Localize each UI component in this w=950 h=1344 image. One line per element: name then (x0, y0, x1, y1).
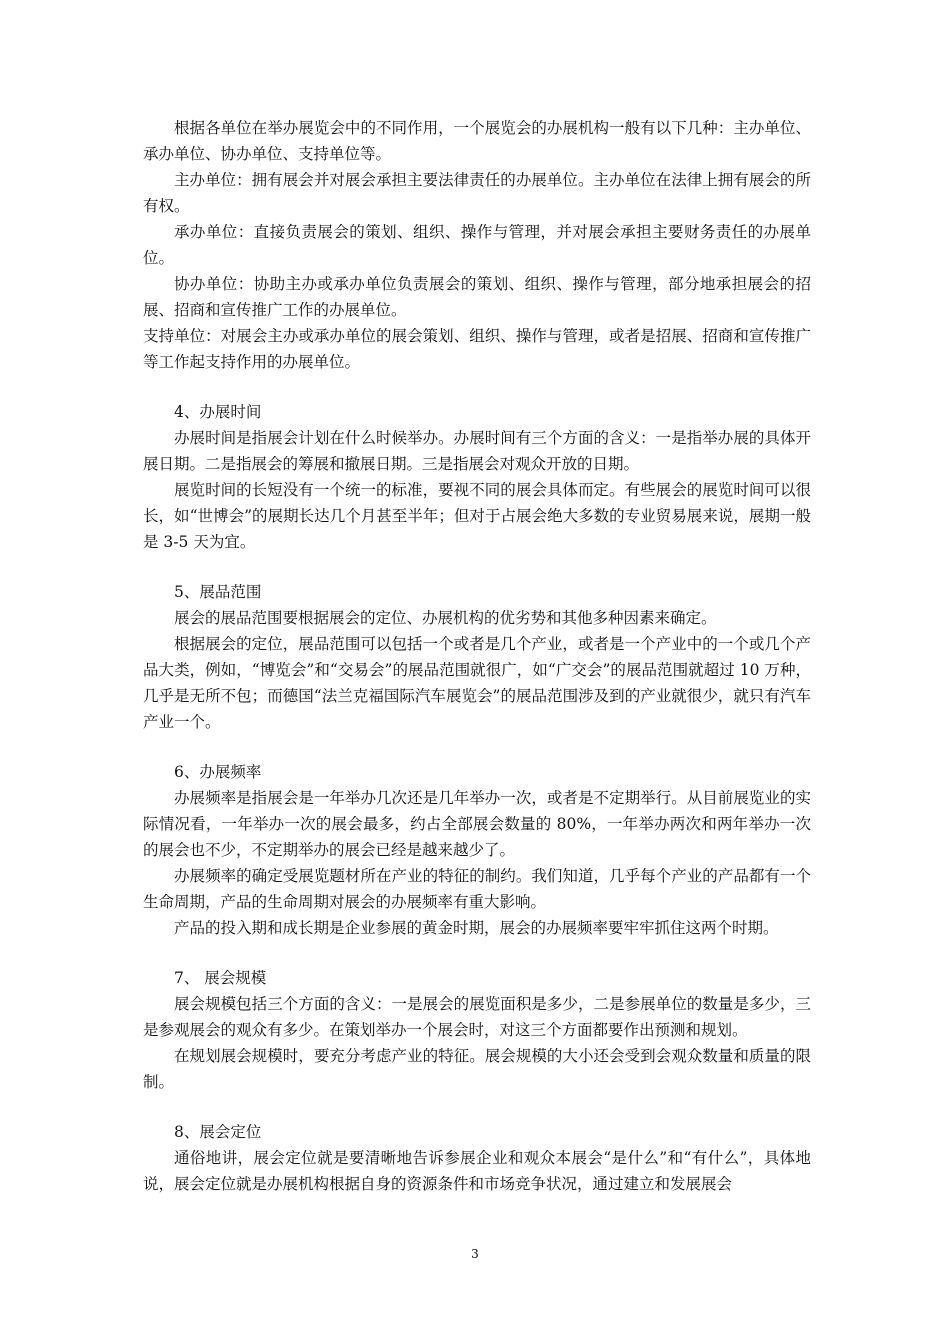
intro-section (143, 115, 811, 375)
paragraph: 支持单位：对展会主办或承办单位的展会策划、组织、操作与管理，或者是招展、招商和宣传推广等工作起支持作用的办展单位。 (143, 327, 811, 371)
paragraph: 办展频率的确定受展览题材所在产业的特征的制约。我们知道，几乎每个产业的产品都有一个生命周期，产品的生命周期对展会的办展频率有重大影响。 (143, 867, 811, 911)
paragraph: 展会的展品范围要根据展会的定位、办展机构的优劣势和其他多种因素来确定。 (174, 609, 717, 627)
paragraph: 主办单位：拥有展会并对展会承担主要法律责任的办展单位。主办单位在法律上拥有展会的所有权。 (143, 171, 811, 215)
paragraph: 在规划展会规模时，要充分考虑产业的特征。展会规模的大小还会受到会观众数量和质量的限制。 (143, 1047, 811, 1091)
page-number: 3 (471, 1247, 479, 1261)
document-body (143, 115, 811, 1197)
section-heading: 6、办展频率 (174, 763, 262, 781)
section-time (143, 399, 811, 555)
paragraph: 承办单位：直接负责展会的策划、组织、操作与管理，并对展会承担主要财务责任的办展单位。 (143, 223, 811, 267)
paragraph: 办展频率是指展会是一年举办几次还是几年举办一次，或者是不定期举行。从目前展览业的实际情况看，一年举办一次的展会最多，约占全部展会数量的 80%，一年举办两次和两年举办一次的展会也不少，不定期举办的展会已经是越来越少了。 (143, 789, 811, 859)
section-heading: 7、 展会规模 (174, 969, 267, 987)
paragraph: 根据展会的定位，展品范围可以包括一个或者是几个产业，或者是一个产业中的一个或几个产品大类，例如，“博览会”和“交易会”的展品范围就很广，如“广交会”的展品范围就超过 10 万种，几乎是无所不包；而德国“法兰克福国际汽车展览会”的展品范围涉及到的产业就很少，就只有汽车产业一个。 (143, 635, 811, 731)
section-heading: 8、展会定位 (174, 1123, 262, 1141)
section-scope (143, 579, 811, 735)
section-scale (143, 965, 811, 1095)
paragraph: 产品的投入期和成长期是企业参展的黄金时期，展会的办展频率要牢牢抓住这两个时期。 (174, 919, 779, 937)
section-heading: 5、展品范围 (174, 583, 262, 601)
paragraph: 办展时间是指展会计划在什么时候举办。办展时间有三个方面的含义：一是指举办展的具体开展日期。二是指展会的筹展和撤展日期。三是指展会对观众开放的日期。 (143, 429, 811, 473)
paragraph: 根据各单位在举办展览会中的不同作用，一个展览会的办展机构一般有以下几种：主办单位、承办单位、协办单位、支持单位等。 (143, 119, 811, 163)
paragraph: 展览时间的长短没有一个统一的标准，要视不同的展会具体而定。有些展会的展览时间可以很长，如“世博会”的展期长达几个月甚至半年；但对于占展会绝大多数的专业贸易展来说，展期一般是 3-5 天为宜。 (143, 481, 811, 551)
section-heading: 4、办展时间 (174, 403, 262, 421)
section-frequency (143, 759, 811, 941)
section-positioning (143, 1119, 811, 1197)
paragraph: 协办单位：协助主办或承办单位负责展会的策划、组织、操作与管理，部分地承担展会的招展、招商和宣传推广工作的办展单位。 (143, 275, 811, 319)
paragraph: 通俗地讲，展会定位就是要清晰地告诉参展企业和观众本展会“是什么”和“有什么”，具体地说，展会定位就是办展机构根据自身的资源条件和市场竞争状况，通过建立和发展展会 (143, 1149, 811, 1193)
paragraph: 展会规模包括三个方面的含义：一是展会的展览面积是多少，二是参展单位的数量是多少，三是参观展会的观众有多少。在策划举办一个展会时，对这三个方面都要作出预测和规划。 (143, 995, 811, 1039)
